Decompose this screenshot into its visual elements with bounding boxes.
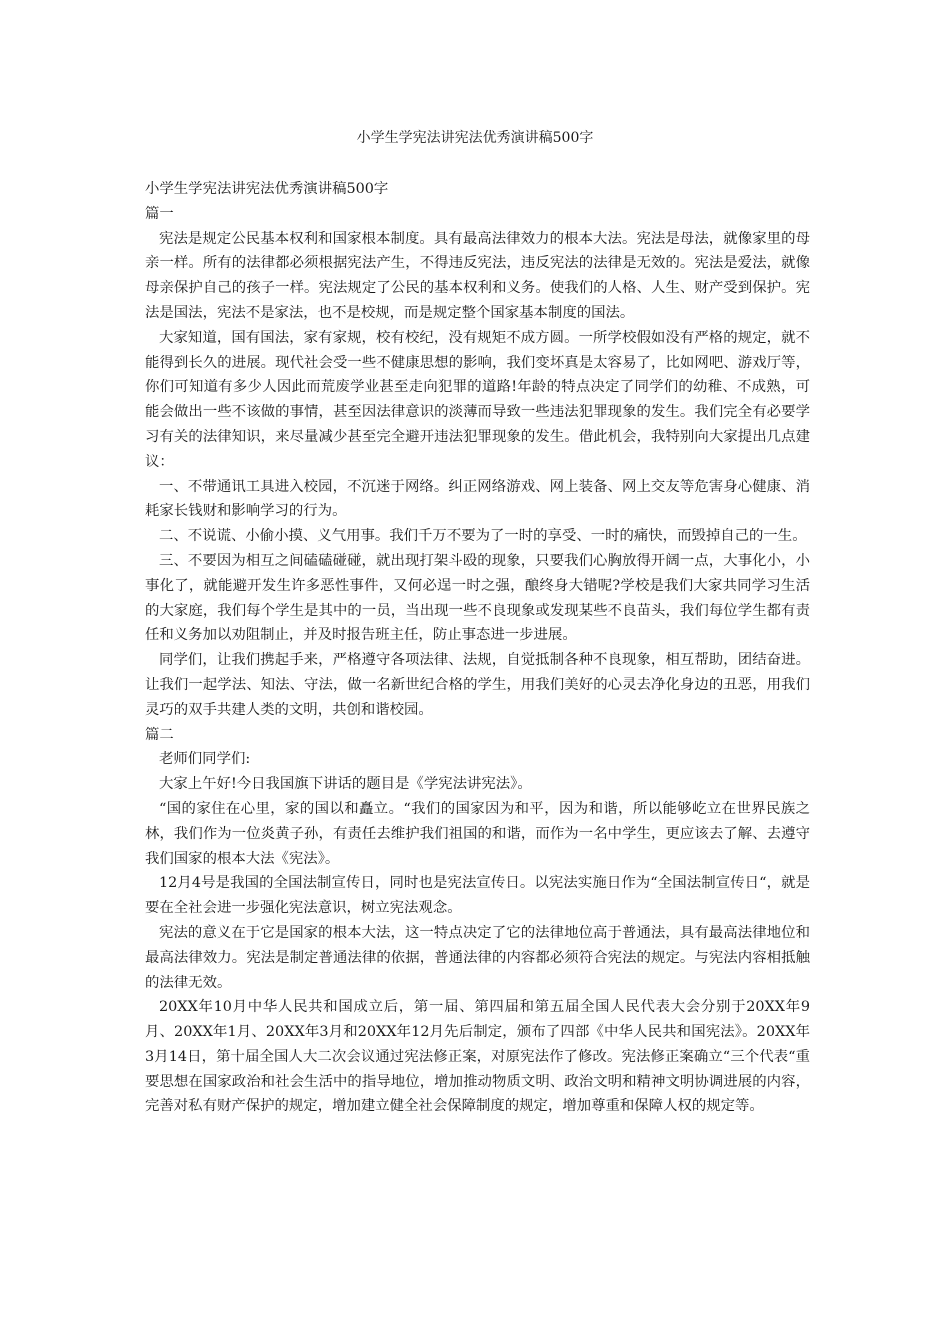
section-label-2: 篇二 — [145, 726, 174, 743]
paragraph: 同学们，让我们携起手来，严格遵守各项法律、法规，自觉抵制各种不良现象，相互帮助，团结奋进。让我们一起学法、知法、守法，做一名新世纪合格的学生，用我们美好的心灵去净化身边的丑恶，用我们灵巧的双手共建人类的文明，共创和谐校园。 — [145, 652, 810, 718]
section-label-1: 篇一 — [145, 205, 174, 222]
paragraph: 20XX年10月中华人民共和国成立后，第一届、第四届和第五届全国人民代表大会分别于20XX年9月、20XX年1月、20XX年3月和20XX年12月先后制定，颁布了四部《中华人民共和国宪法》。20XX年3月14日，第十届全国人大二次会议通过宪法修正案，对原宪法作了修改。宪法修正案确立“三个代表“重要思想在国家政治和社会生活中的指导地位，增加推动物质文明、政治文明和精神文明协调进展的内容，完善对私有财产保护的规定，增加建立健全社会保障制度的规定，增加尊重和保障人权的规定等。 — [145, 999, 810, 1115]
paragraph: 一、不带通讯工具进入校园，不沉迷于网络。纠正网络游戏、网上装备、网上交友等危害身心健康、消耗家长钱财和影响学习的行为。 — [145, 478, 810, 520]
paragraph: 大家知道，国有国法，家有家规，校有校纪，没有规矩不成方圆。一所学校假如没有严格的规定，就不能得到长久的进展。现代社会受一些不健康思想的影响，我们变坏真是太容易了，比如网吧、游戏厅等，你们可知道有多少人因此而荒废学业甚至走向犯罪的道路!年龄的特点决定了同学们的幼稚、不成熟，可能会做出一些不该做的事情，甚至因法律意识的淡薄而导致一些违法犯罪现象的发生。我们完全有必要学习有关的法律知识，来尽量减少甚至完全避开违法犯罪现象的发生。借此机会，我特别向大家提出几点建议： — [145, 329, 810, 470]
paragraph: 二、不说谎、小偷小摸、义气用事。我们千万不要为了一时的享受、一时的痛快，而毁掉自己的一生。 — [159, 528, 807, 545]
document-title: 小学生学宪法讲宪法优秀演讲稿500字 — [356, 130, 594, 146]
paragraph: “国的家住在心里，家的国以和矗立。“我们的国家因为和平，因为和谐，所以能够屹立在世界民族之林，我们作为一位炎黄子孙，有责任去维护我们祖国的和谐，而作为一名中学生，更应该去了解、去遵守我们国家的根本大法《宪法》。 — [145, 800, 810, 867]
paragraph: 大家上午好!今日我国旗下讲话的题目是《学宪法讲宪法》。 — [159, 776, 532, 793]
paragraph: 宪法是规定公民基本权利和国家根本制度。具有最高法律效力的根本大法。宪法是母法，就像家里的母亲一样。所有的法律都必须根据宪法产生，不得违反宪法，违反宪法的法律是无效的。宪法是爱法，就像母亲保护自己的孩子一样。宪法规定了公民的基本权利和义务。使我们的人格、人生、财产受到保护。宪法是国法，宪法不是家法，也不是校规，而是规定整个国家基本制度的国法。 — [145, 230, 810, 321]
paragraph: 三、不要因为相互之间磕磕碰碰，就出现打架斗殴的现象，只要我们心胸放得开阔一点，大事化小，小事化了，就能避开发生许多恶性事件，又何必逞一时之强，酿终身大错呢?学校是我们大家共同学习生活的大家庭，我们每个学生是其中的一员，当出现一些不良现象或发现某些不良苗头，我们每位学生都有责任和义务加以劝阻制止，并及时报告班主任，防止事态进一步进展。 — [145, 552, 810, 644]
document-body — [145, 177, 810, 1119]
paragraph: 12月4号是我国的全国法制宣传日，同时也是宪法宣传日。以宪法实施日作为“全国法制宣传日“，就是要在全社会进一步强化宪法意识，树立宪法观念。 — [145, 875, 810, 917]
paragraph: 老师们同学们: — [159, 751, 251, 768]
paragraph: 宪法的意义在于它是国家的根本大法，这一特点决定了它的法律地位高于普通法，具有最高法律地位和最高法律效力。宪法是制定普通法律的依据，普通法律的内容都必须符合宪法的规定。与宪法内容相抵触的法律无效。 — [145, 924, 810, 991]
document-subtitle: 小学生学宪法讲宪法优秀演讲稿500字 — [145, 181, 389, 197]
